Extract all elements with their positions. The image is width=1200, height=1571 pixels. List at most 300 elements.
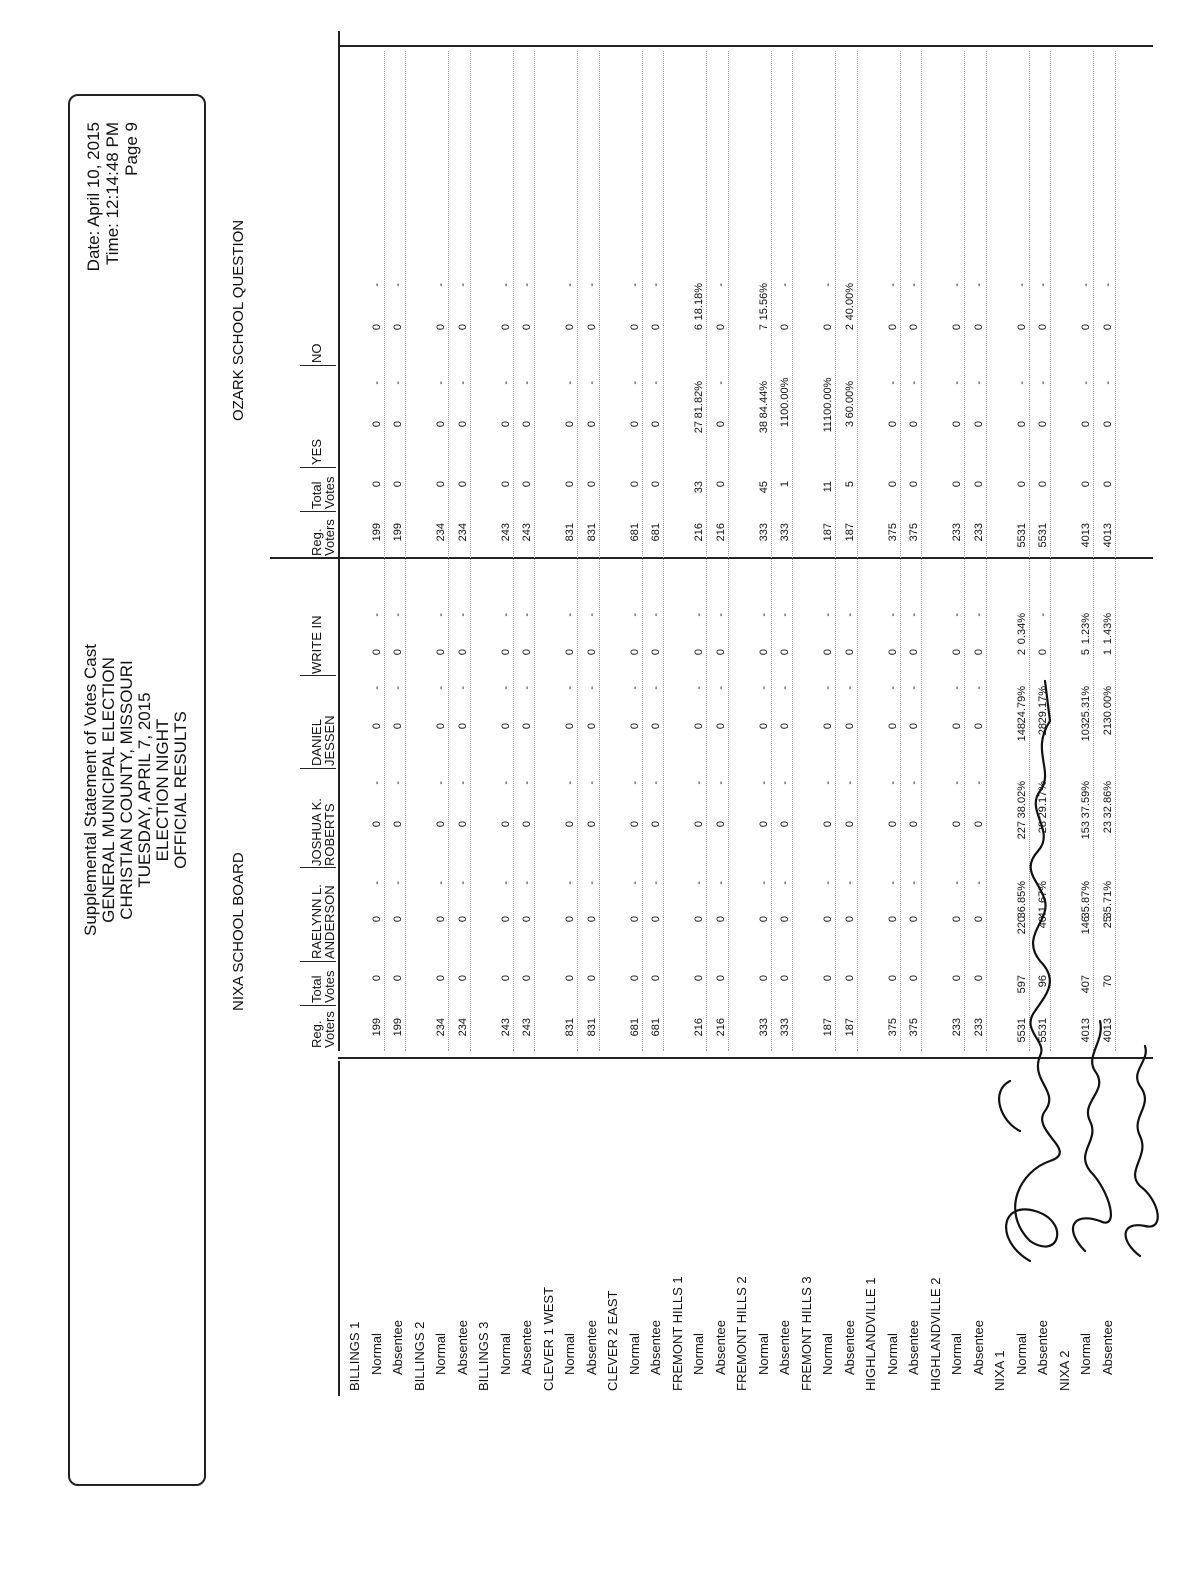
nixa-cell: 0 [650, 975, 662, 982]
header-line: Reg. [309, 528, 324, 556]
ozark-cell: 0 [886, 481, 899, 488]
nixa-cell: 0 [564, 821, 576, 828]
row-precinct-name: HIGHLANDVILLE 1 [863, 1277, 878, 1391]
ozark-cell: 333 [757, 523, 770, 542]
nixa-cell: 0 [693, 821, 705, 828]
report-time: Time: 12:14:48 PM [103, 122, 122, 265]
report-page-number: Page 9 [122, 122, 141, 176]
ozark-cell: 0 [908, 421, 920, 428]
ozark-cell: 6 [693, 324, 705, 331]
nixa-cell: 0 [951, 723, 963, 730]
nixa-cell: 199 [370, 1018, 383, 1037]
header-line: WRITE IN [309, 615, 324, 674]
ozark-cell: 11 [822, 481, 834, 493]
ozark-yes-header [310, 439, 323, 465]
nixa-cell: - [628, 781, 641, 785]
nixa-cell: 0 [779, 821, 791, 828]
ozark-cell: 27 [693, 421, 705, 434]
nixa-cell: 187 [843, 1018, 856, 1037]
ozark-cell: 0 [822, 324, 834, 331]
header-separator [300, 365, 336, 366]
row-dot-leader [599, 51, 600, 1051]
header-line: YES [309, 438, 324, 465]
row-precinct-name: FREMONT HILLS 3 [798, 1276, 814, 1391]
nixa-cell: 0 [456, 723, 469, 730]
row-precinct-name: FREMONT HILLS 1 [669, 1276, 685, 1391]
ozark-cell: 100.00% [779, 377, 791, 421]
nixa-cell: 0 [392, 723, 404, 730]
nixa-cell: - [886, 613, 899, 617]
ozark-cell: 375 [908, 523, 920, 542]
ozark-cell: - [650, 283, 662, 287]
nixa-cell: 148 [1015, 723, 1028, 742]
ozark-cell: 0 [370, 481, 383, 488]
ozark-cell: 233 [951, 523, 963, 542]
nixa-cell: 0 [693, 916, 705, 923]
nixa-cell: 0 [650, 821, 662, 828]
nixa-cell: 70 [1101, 975, 1114, 988]
nixa-cell: 0 [843, 916, 856, 923]
header-separator [300, 961, 336, 962]
nixa-cell: - [886, 781, 899, 785]
nixa-cell: 23 [1101, 821, 1114, 834]
header-line: RAELYNN L. [309, 884, 324, 959]
row-vote-type: Absentee [390, 1320, 405, 1375]
nixa-cell: - [779, 781, 791, 785]
report-title-line: GENERAL MUNICIPAL ELECTION [99, 657, 118, 923]
header-line: Total [309, 975, 324, 1003]
nixa-cell: 0 [886, 723, 899, 730]
row-vote-type: Normal [884, 1333, 900, 1375]
nixa-cell: 0 [392, 975, 404, 982]
nixa-cell: 0 [628, 916, 641, 923]
ozark-cell: 81.82% [693, 381, 705, 419]
ozark-cell: 0 [456, 421, 469, 428]
nixa-cell: - [779, 881, 791, 885]
header-line: NO [309, 343, 324, 363]
header-line: Votes [322, 476, 337, 509]
nixa-cell: 597 [1015, 975, 1028, 994]
ozark-cell: - [1015, 283, 1028, 287]
nixa-candidate-roberts-header [310, 798, 336, 866]
ozark-cell: 0 [908, 481, 920, 488]
nixa-cell: 0 [499, 975, 512, 982]
nixa-cell: 0 [628, 821, 641, 828]
row-dot-leader [835, 51, 836, 1051]
nixa-cell: 0 [564, 975, 576, 982]
row-vote-type: Normal [562, 1333, 577, 1375]
ozark-cell: 0 [1015, 324, 1028, 331]
nixa-cell: 36.85% [1015, 881, 1028, 919]
ozark-cell: 199 [392, 523, 404, 542]
nixa-cell: 216 [693, 1018, 705, 1037]
row-vote-type: Absentee [841, 1320, 857, 1375]
nixa-cell: - [456, 781, 469, 785]
nixa-cell: - [822, 781, 834, 785]
nixa-cell: 0 [951, 649, 963, 656]
nixa-cell: 0 [886, 649, 899, 656]
ozark-cell: - [1037, 381, 1049, 385]
nixa-cell: 2 [1015, 649, 1028, 656]
nixa-cell: - [456, 613, 469, 617]
row-vote-type: Absentee [648, 1320, 663, 1375]
nixa-cell: 0 [822, 649, 834, 656]
ozark-cell: 0 [1037, 421, 1049, 428]
ozark-cell: 0 [886, 324, 899, 331]
nixa-cell: 0 [908, 723, 920, 730]
nixa-cell: - [951, 881, 963, 885]
row-dot-leader [857, 51, 858, 1051]
row-dot-leader [964, 51, 965, 1051]
nixa-cell: - [693, 613, 705, 617]
ozark-no-header [310, 344, 323, 364]
nixa-cell: 0 [650, 916, 662, 923]
report-title-line: OFFICIAL RESULTS [171, 711, 190, 869]
report-header-box [68, 94, 206, 1486]
row-vote-type: Normal [820, 1333, 835, 1375]
nixa-cell: 831 [564, 1018, 576, 1037]
nixa-cell: 234 [435, 1018, 447, 1037]
nixa-cell: - [650, 686, 662, 690]
ozark-cell: - [650, 381, 662, 385]
nixa-cell: - [908, 881, 920, 885]
nixa-cell: 0 [456, 821, 469, 828]
row-dot-leader [771, 51, 772, 1051]
nixa-cell: 0 [521, 821, 533, 828]
ozark-cell: 0 [951, 481, 963, 488]
nixa-cell: - [585, 781, 598, 785]
nixa-cell: - [585, 881, 598, 885]
report-title-line: TUESDAY, APRIL 7, 2015 [135, 692, 154, 888]
nixa-cell: - [370, 781, 383, 785]
ozark-cell: 4013 [1080, 523, 1092, 548]
ozark-cell: 243 [499, 523, 512, 542]
nixa-cell: 0 [714, 916, 727, 923]
nixa-cell: 38.02% [1015, 781, 1028, 819]
ozark-cell: - [499, 283, 512, 287]
nixa-cell: - [521, 781, 533, 785]
header-line: Reg. [309, 1020, 324, 1048]
ozark-cell: 0 [951, 324, 963, 331]
nixa-cell: 227 [1015, 821, 1028, 840]
header-separator [300, 768, 336, 769]
signatures-image [990, 661, 1180, 1281]
nixa-cell: 0 [650, 649, 662, 656]
nixa-cell: 0 [456, 975, 469, 982]
nixa-cell: 146 [1080, 916, 1092, 935]
row-vote-type: Absentee [906, 1320, 921, 1375]
ozark-cell: 33 [693, 481, 705, 494]
nixa-cell: - [370, 686, 383, 690]
nixa-cell: - [650, 881, 662, 885]
header-line: JESSEN [322, 715, 337, 766]
nixa-cell: 0 [585, 723, 598, 730]
nixa-cell: 30.00% [1101, 686, 1114, 724]
nixa-cell: 0 [392, 821, 404, 828]
row-vote-type: Normal [433, 1333, 448, 1375]
nixa-cell: - [908, 781, 920, 785]
ozark-cell: 187 [822, 523, 834, 542]
nixa-cell: - [628, 881, 641, 885]
row-dot-leader [405, 51, 406, 1051]
nixa-cell: 0 [886, 975, 899, 982]
ozark-cell: - [370, 381, 383, 385]
nixa-cell: - [779, 686, 791, 690]
nixa-cell: 0 [843, 821, 856, 828]
ozark-cell: 5531 [1015, 523, 1028, 548]
row-precinct-name: BILLINGS 3 [476, 1321, 491, 1391]
ozark-cell: 2 [843, 324, 856, 331]
nixa-cell: 0 [757, 649, 770, 656]
nixa-cell: 0 [650, 723, 662, 730]
nixa-cell: - [370, 613, 383, 617]
ozark-cell: 0 [908, 324, 920, 331]
ozark-cell: - [1101, 283, 1114, 287]
ozark-cell: - [822, 283, 834, 287]
nixa-cell: - [585, 613, 598, 617]
report-date: Date: April 10, 2015 [84, 122, 103, 272]
nixa-cell: 0 [521, 649, 533, 656]
row-vote-type: Absentee [454, 1320, 470, 1375]
nixa-cell: - [714, 686, 727, 690]
nixa-cell: 0 [693, 649, 705, 656]
nixa-cell: 37.59% [1080, 781, 1092, 819]
ozark-cell: 0 [779, 324, 791, 331]
row-vote-type: Normal [368, 1333, 384, 1375]
header-separator [300, 467, 336, 468]
ozark-cell: - [908, 283, 920, 287]
nixa-cell: 0 [779, 649, 791, 656]
nixa-cell: - [650, 613, 662, 617]
row-dot-leader [900, 51, 901, 1051]
ozark-cell: 0 [1037, 481, 1049, 488]
ozark-cell: 0 [951, 421, 963, 428]
nixa-cell: 32.86% [1101, 781, 1114, 819]
ozark-cell: - [779, 283, 791, 287]
ozark-cell: 1 [779, 481, 791, 488]
ozark-cell: - [951, 283, 963, 287]
row-dot-leader [577, 51, 578, 1051]
nixa-cell: 0 [843, 975, 856, 982]
ozark-cell: 15.56% [757, 283, 770, 321]
nixa-cell: 0 [822, 916, 834, 923]
rule-line [338, 31, 340, 1051]
nixa-cell: 243 [499, 1018, 512, 1037]
nixa-cell: - [564, 781, 576, 785]
ozark-cell: 0 [499, 421, 512, 428]
report-title-line: Supplemental Statement of Votes Cast [81, 644, 100, 937]
ozark-cell: - [435, 283, 447, 287]
ozark-cell: 375 [886, 523, 899, 542]
nixa-cell: 24.79% [1015, 686, 1028, 724]
nixa-write-in-header [310, 616, 323, 675]
ozark-cell: - [714, 283, 727, 287]
nixa-cell: 0 [628, 723, 641, 730]
ozark-cell: - [564, 283, 576, 287]
nixa-cell: 0 [714, 649, 727, 656]
nixa-cell: 234 [456, 1018, 469, 1037]
nixa-cell: 0 [972, 975, 985, 982]
nixa-cell: 0 [972, 649, 985, 656]
nixa-cell: 831 [585, 1018, 598, 1037]
nixa-cell: - [392, 686, 404, 690]
nixa-cell: 407 [1080, 975, 1092, 994]
row-dot-leader [642, 51, 643, 1051]
row-dot-leader [663, 51, 664, 1051]
nixa-cell: - [886, 686, 899, 690]
ozark-cell: - [628, 283, 641, 287]
ozark-cell: 0 [1080, 324, 1092, 331]
nixa-cell: 0 [757, 916, 770, 923]
nixa-cell: 5531 [1037, 1018, 1049, 1043]
header-line: Total [309, 481, 324, 509]
header-line: Voters [322, 1011, 337, 1048]
nixa-cell: - [693, 881, 705, 885]
ozark-cell: - [628, 381, 641, 385]
ozark-cell: 0 [456, 481, 469, 488]
ozark-cell: - [1037, 283, 1049, 287]
ozark-cell: - [499, 381, 512, 385]
ozark-cell: 38 [757, 421, 770, 434]
nixa-cell: 0 [564, 916, 576, 923]
nixa-cell: - [392, 781, 404, 785]
ozark-reg-voters-header [310, 519, 336, 556]
nixa-cell: 35.87% [1080, 881, 1092, 919]
nixa-cell: - [392, 613, 404, 617]
ozark-cell: 3 [843, 421, 856, 428]
header-line: JOSHUA K. [309, 798, 324, 866]
nixa-cell: 0 [370, 723, 383, 730]
nixa-cell: - [585, 686, 598, 690]
nixa-cell: - [521, 686, 533, 690]
header-line: DANIEL [309, 719, 324, 766]
header-line: ROBERTS [322, 803, 337, 866]
ozark-cell: 0 [1101, 421, 1114, 428]
nixa-cell: 375 [886, 1018, 899, 1037]
nixa-cell: - [650, 781, 662, 785]
row-dot-leader [706, 51, 707, 1051]
nixa-cell: 40 [1037, 916, 1049, 929]
ozark-cell: 0 [585, 324, 598, 331]
ozark-cell: - [585, 283, 598, 287]
nixa-cell: 1.43% [1101, 613, 1114, 645]
nixa-cell: 0 [886, 916, 899, 923]
nixa-cell: 0 [499, 821, 512, 828]
ozark-total-votes-header [310, 476, 336, 509]
nixa-cell: - [822, 881, 834, 885]
ozark-cell: 0 [392, 481, 404, 488]
nixa-cell: 0 [585, 916, 598, 923]
nixa-cell: 21 [1101, 723, 1114, 736]
nixa-cell: 0 [521, 916, 533, 923]
nixa-cell: 29.17% [1037, 781, 1049, 819]
nixa-cell: - [757, 881, 770, 885]
nixa-cell: 0 [714, 723, 727, 730]
ozark-cell: 0 [585, 481, 598, 488]
nixa-cell: 0 [435, 649, 447, 656]
nixa-cell: 0 [370, 975, 383, 982]
ozark-cell: 0 [1080, 421, 1092, 428]
ozark-cell: 0 [972, 481, 985, 488]
nixa-cell: 0 [822, 975, 834, 982]
header-line: ANDERSON [322, 885, 337, 959]
nixa-cell: 4013 [1080, 1018, 1092, 1043]
ozark-cell: 333 [779, 523, 791, 542]
ozark-cell: 0 [456, 324, 469, 331]
rule-line [338, 46, 1153, 48]
nixa-cell: - [757, 686, 770, 690]
nixa-cell: 41.67% [1037, 881, 1049, 919]
nixa-cell: 0 [972, 821, 985, 828]
nixa-cell: 681 [628, 1018, 641, 1037]
nixa-cell: 0 [843, 649, 856, 656]
ozark-cell: 0 [392, 324, 404, 331]
nixa-cell: 28 [1037, 723, 1049, 736]
ozark-cell: - [1080, 283, 1092, 287]
nixa-cell: 1.23% [1080, 613, 1092, 645]
nixa-cell: - [951, 781, 963, 785]
ozark-cell: - [521, 283, 533, 287]
ozark-cell: 0 [628, 324, 641, 331]
ozark-cell: 0 [972, 421, 985, 428]
nixa-cell: 25.31% [1080, 686, 1092, 724]
nixa-cell: - [456, 881, 469, 885]
row-vote-type: Normal [755, 1333, 771, 1375]
ozark-cell: 681 [628, 523, 641, 542]
report-title-line: ELECTION NIGHT [153, 718, 172, 862]
row-vote-type: Absentee [970, 1320, 986, 1375]
row-precinct-name: NIXA 2 [1056, 1350, 1072, 1391]
ozark-cell: - [1080, 381, 1092, 385]
nixa-cell: 153 [1080, 821, 1092, 840]
row-dot-leader [470, 51, 471, 1051]
nixa-cell: 0.34% [1015, 613, 1028, 645]
ozark-cell: 0 [1015, 481, 1028, 488]
row-vote-type: Normal [691, 1333, 706, 1375]
ozark-cell: - [392, 283, 404, 287]
nixa-cell: 96 [1037, 975, 1049, 988]
nixa-cell: - [822, 613, 834, 617]
nixa-cell: 243 [521, 1018, 533, 1037]
ozark-cell: 0 [521, 481, 533, 488]
nixa-cell: 28 [1037, 821, 1049, 834]
nixa-cell: 29.17% [1037, 686, 1049, 724]
nixa-cell: - [714, 613, 727, 617]
nixa-cell: 0 [456, 649, 469, 656]
ozark-cell: 234 [435, 523, 447, 542]
ozark-cell: 100.00% [822, 377, 834, 421]
nixa-cell: 0 [564, 723, 576, 730]
nixa-cell: - [564, 613, 576, 617]
nixa-cell: - [972, 686, 985, 690]
nixa-cell: 0 [521, 975, 533, 982]
header-line: Voters [322, 519, 337, 556]
ozark-section-title: OZARK SCHOOL QUESTION [230, 219, 247, 421]
ozark-cell: - [1101, 381, 1114, 385]
ozark-cell: 0 [650, 481, 662, 488]
ozark-cell: - [564, 381, 576, 385]
ozark-cell: 831 [564, 523, 576, 542]
row-dot-leader [728, 51, 729, 1051]
nixa-cell: - [886, 881, 899, 885]
ozark-cell: 234 [456, 523, 469, 542]
ozark-cell: - [908, 381, 920, 385]
ozark-cell: 0 [521, 324, 533, 331]
row-precinct-name: CLEVER 1 WEST [540, 1286, 556, 1391]
row-dot-leader [384, 51, 385, 1051]
nixa-cell: - [757, 781, 770, 785]
nixa-cell: - [843, 613, 856, 617]
